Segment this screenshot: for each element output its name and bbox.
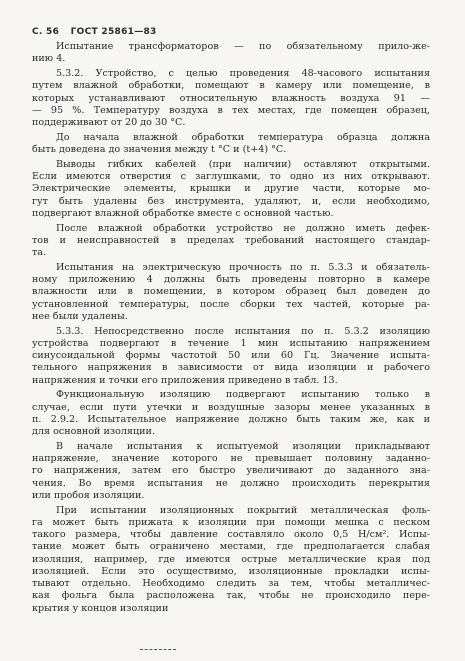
text-line: напряжения и точки его приложения приведено в табл. 13.: [32, 374, 338, 386]
paragraph: [32, 326, 430, 387]
text-line: гут быть удалены без инструмента, удаляют, и, если необходимо,: [32, 195, 430, 207]
text-line: для основной изоляции.: [32, 426, 155, 437]
text-line: кая фольга была расположена так, чтобы не происходило пере-: [32, 590, 430, 602]
paragraph: [32, 223, 430, 260]
paragraph: [32, 68, 430, 129]
paragraph: [32, 389, 430, 438]
text-line: Электрические элементы, крышки и другие части, которые мо-: [32, 183, 430, 195]
paragraph: [32, 159, 430, 220]
text-line: 5.3.2. Устройство, с целью проведения 48-часового испытания: [56, 68, 430, 79]
text-line: изоляцией. Если это осуществимо, изоляционные прокладки испы-: [32, 565, 430, 577]
text-line: В начале испытания к испытуемой изоляции прикладывают: [56, 440, 430, 452]
text-line: 5.3.3. Непосредственно после испытания по п. 5.3.2 изоляцию: [56, 325, 430, 337]
text-line: тание может быть ограничено местами, где предполагается слабая: [32, 541, 430, 553]
page-header: [32, 27, 165, 37]
text-line: крытия у концов изоляции: [32, 602, 169, 614]
text-line: га может быть прижата к изоляции при помощи мешка с песком: [32, 516, 430, 528]
text-line: Если имеются отверстия с заглушками, то одно из них открывают.: [32, 171, 430, 182]
text-line: До начала влажной обработки температура образца должна: [56, 131, 430, 143]
text-line: тывают отдельно. Необходимо следить за тем, чтобы металличес-: [32, 578, 430, 589]
text-line: го напряжения, затем его быстро увеличивают до заданного зна-: [32, 465, 430, 477]
paragraph: [32, 132, 430, 157]
text-line: Испытания на электрическую прочность по п. 5.3.3 и обязатель-: [56, 261, 430, 273]
text-line: напряжение, значение которого не превышает половину заданно-: [32, 453, 430, 464]
text-line: подвергают влажной обработке вместе с основной частью.: [32, 207, 334, 219]
text-line: та.: [32, 247, 47, 258]
text-line: путем влажной обработки, помещают в камеру или помещение, в: [32, 80, 430, 92]
text-line: влажности или в помещении, в котором образец был доведен до: [32, 286, 430, 298]
text-line: чения. Во время испытания не должно происходить перекрытия: [32, 477, 430, 489]
text-line: поддерживают от 20 до 30 °С.: [32, 117, 186, 128]
text-line: такого размера, чтобы давление составляло около 0,5 Н/см². Испы-: [32, 529, 430, 540]
text-line: которых устанавливают относительную влажность воздуха 91 —: [32, 92, 430, 104]
standard-title: ГОСТ 25861—83: [70, 27, 157, 37]
text-line: тов и неисправностей в пределах требований настоящего стандар-: [32, 234, 430, 246]
paragraph: [32, 441, 430, 502]
text-line: — 95 %. Температуру воздуха в тех местах, где помещен образец,: [32, 104, 430, 116]
text-line: синусоидальной формы частотой 50 или 60 Гц. Значение испыта-: [32, 350, 430, 361]
footer-mark: [140, 649, 176, 651]
text-line: Функциональную изоляцию подвергают испытанию только в: [56, 389, 430, 401]
text-line: нию 4.: [32, 53, 66, 65]
document-body: [32, 41, 430, 617]
text-line: Испытание трансформаторов — по обязательному прило-же-: [56, 41, 430, 52]
text-line: После влажной обработки устройство не должно иметь дефек-: [56, 222, 430, 234]
text-line: устройства подвергают в течение 1 мин испытанию напряжением: [32, 337, 430, 349]
text-line: тельного напряжения в зависимости от вида изоляции и рабочего: [32, 362, 430, 374]
text-line: установленной температуры, после сборки тех частей, которые ра-: [32, 298, 430, 310]
text-line: п. 2.9.2. Испытательное напряжение должно быть таким же, как и: [32, 413, 430, 425]
text-line: При испытании изоляционных покрытий металлическая фоль-: [56, 504, 430, 516]
paragraph: [32, 41, 430, 66]
text-line: случае, если пути утечки и воздушные зазоры менее указанных в: [32, 401, 430, 413]
text-line: Выводы гибких кабелей (при наличии) оставляют открытыми.: [56, 158, 430, 170]
text-line: изоляция, например, где имеются острые металлические края под: [32, 553, 430, 565]
text-line: быть доведена до значения между t °С и (t+4) °С.: [32, 144, 287, 155]
text-line: ному приложению 4 должны быть проведены повторно в камере: [32, 274, 430, 285]
text-line: или пробоя изоляции.: [32, 489, 145, 501]
page-number: С. 56: [32, 27, 60, 37]
paragraph: [32, 505, 430, 615]
paragraph-gap: [32, 615, 430, 618]
text-line: нее были удалены.: [32, 310, 128, 322]
paragraph: [32, 262, 430, 323]
